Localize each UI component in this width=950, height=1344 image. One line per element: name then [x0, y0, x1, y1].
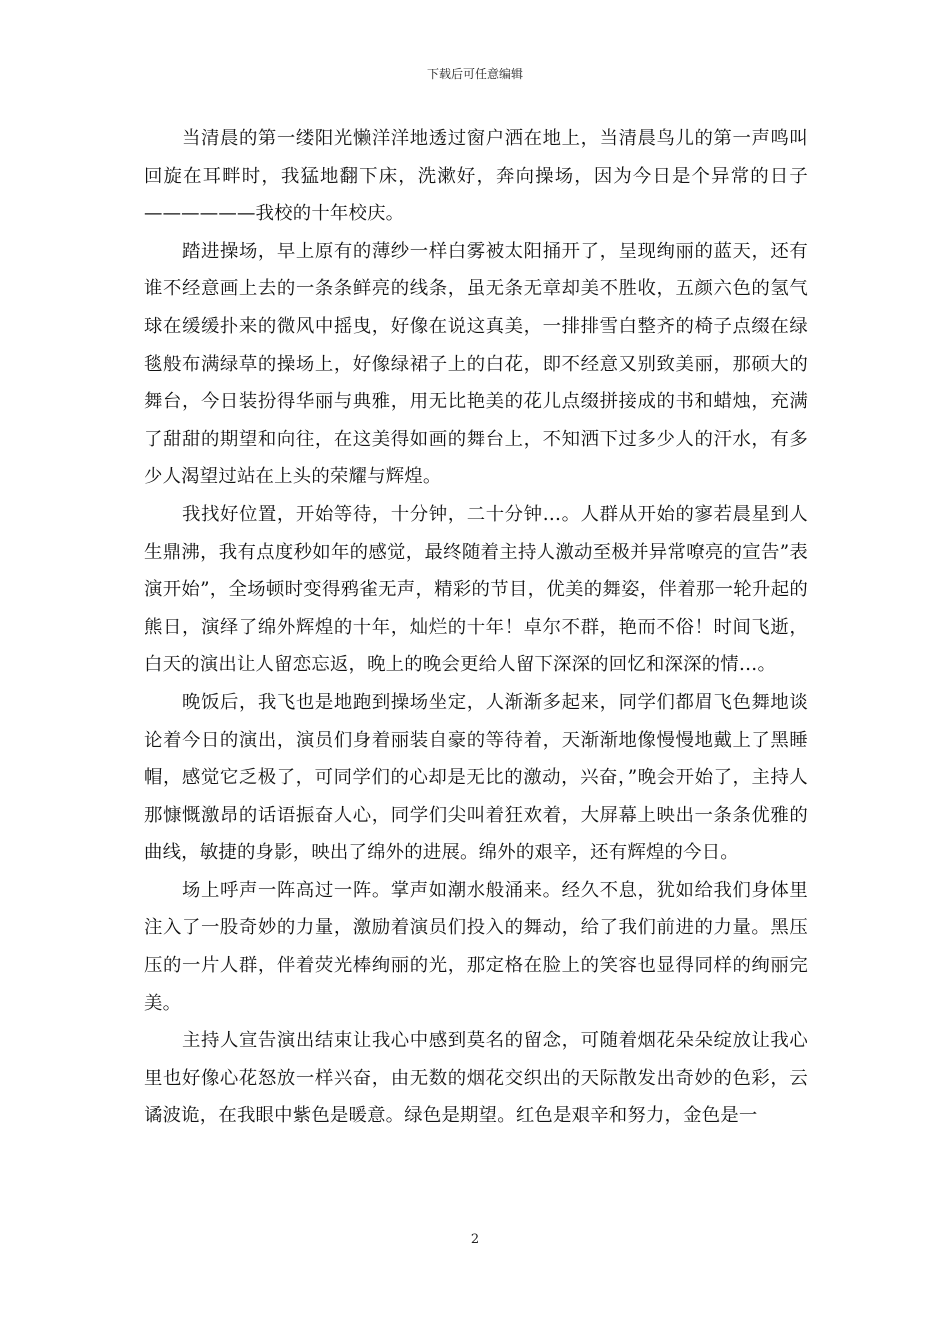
page-header: 下载后可任意编辑 — [426, 67, 523, 81]
paragraph-5: 场上呼声一阵高过一阵。掌声如潮水般涌来。经久不息，犹如给我们身体里注入了一股奇妙的力量，激励着演员们投入的舞动，给了我们前进的力量。黑压压的一片人群，伴着荧光棒绚丽的光，那定格在脸上的笑容也显得同样的绚丽完美。 — [144, 879, 808, 1014]
paragraph-6: 主持人宣告演出结束让我心中感到莫名的留念，可随着烟花朵朵绽放让我心里也好像心花怒放一样兴奋，由无数的烟花交织出的天际散发出奇妙的色彩，云谲波诡，在我眼中紫色是暖意。绿色是期望。红色是艰辛和努力，金色是一 — [144, 1030, 808, 1127]
paragraph-2: 踏进操场，早上原有的薄纱一样白雾被太阳捅开了，呈现绚丽的蓝天，还有谁不经意画上去的一条条鲜亮的线条，虽无条无章却美不胜收，五颜六色的氢气球在缓缓扑来的微风中摇曳，好像在说这真美，一排排雪白整齐的椅子点缀在绿毯般布满绿草的操场上，好像绿裙子上的白花，即不经意又别致美丽，那硕大的舞台，今日装扮得华丽与典雅，用无比艳美的花儿点缀拼接成的书和蜡烛，充满了甜甜的期望和向往，在这美得如画的舞台上，不知洒下过多少人的汗水，有多少人渴望过站在上头的荣耀与辉煌。 — [144, 240, 808, 488]
paragraph-4: 晚饭后，我飞也是地跑到操场坐定，人渐渐多起来，同学们都眉飞色舞地谈论着今日的演出，演员们身着丽装自豪的等待着，天渐渐地像慢慢地戴上了黑睡帽，感觉它乏极了，可同学们的心却是无比的激动，兴奋，”晚会开始了，主持人那慷慨激昂的话语振奋人心，同学们尖叫着狂欢着，大屏幕上映出一条条优雅的曲线，敏捷的身影，映出了绵外的进展。绵外的艰辛，还有辉煌的今日。 — [144, 691, 808, 864]
paragraph-3: 我找好位置，开始等待，十分钟，二十分钟…。人群从开始的寥若晨星到人生鼎沸，我有点度秒如年的感觉，最终随着主持人激动至极并异常嘹亮的宣告”表演开始”，全场顿时变得鸦雀无声，精彩的节目，优美的舞姿，伴着那一轮升起的熊日，演绎了绵外辉煌的十年，灿烂的十年！卓尔不群，艳而不俗！时间飞逝，白天的演出让人留恋忘返，晚上的晚会更给人留下深深的回忆和深深的情…。 — [144, 503, 808, 676]
page-number: 2 — [470, 1232, 480, 1247]
document-body — [144, 120, 808, 1135]
paragraph-1: 当清晨的第一缕阳光懒洋洋地透过窗户洒在地上，当清晨鸟儿的第一声鸣叫回旋在耳畔时，我猛地翻下床，洗漱好，奔向操场，因为今日是个异常的日子——————我校的十年校庆。 — [144, 128, 808, 225]
